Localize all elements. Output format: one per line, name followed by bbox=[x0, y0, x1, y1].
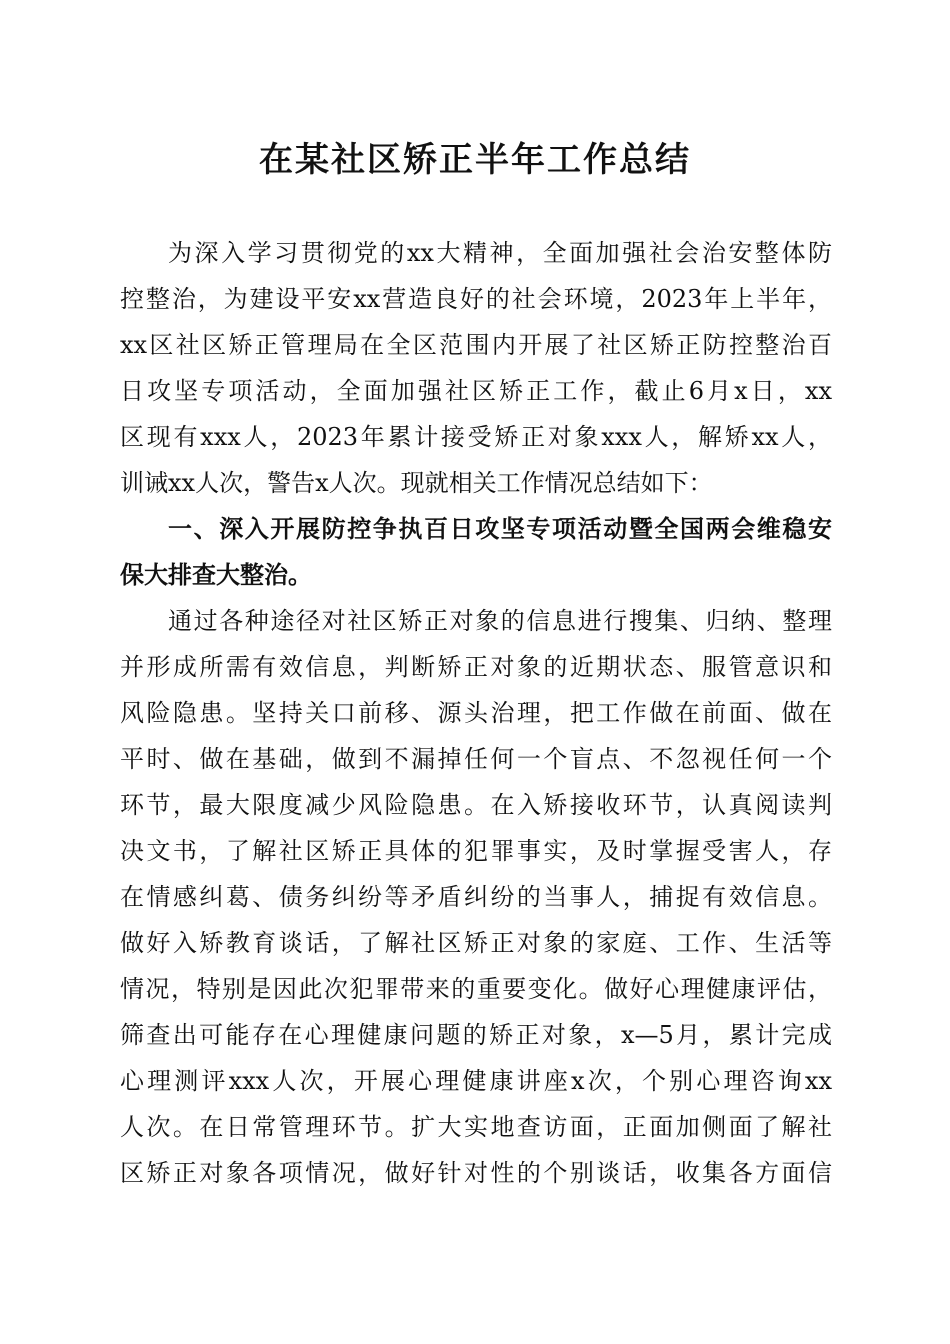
document-title: 在某社区矫正半年工作总结 bbox=[259, 140, 691, 180]
intro-line: 训诫xx人次，警告x人次。现就相关工作情况总结如下： bbox=[120, 469, 713, 497]
body-line: 决文书，了解社区矫正具体的犯罪事实，及时掌握受害人，存 bbox=[120, 837, 832, 865]
body-line: 平时、做在基础，做到不漏掉任何一个盲点、不忽视任何一个 bbox=[120, 745, 832, 773]
body-line: 筛查出可能存在心理健康问题的矫正对象，x—5月，累计完成 bbox=[120, 1021, 832, 1049]
intro-line: 日攻坚专项活动，全面加强社区矫正工作，截止6月x日，xx bbox=[120, 377, 832, 405]
section-heading-line: 保大排查大整治。 bbox=[120, 561, 312, 589]
body-line: 风险隐患。坚持关口前移、源头治理，把工作做在前面、做在 bbox=[120, 699, 832, 727]
intro-line: xx区社区矫正管理局在全区范围内开展了社区矫正防控整治百 bbox=[120, 331, 832, 359]
body-line: 心理测评xxx人次，开展心理健康讲座x次，个别心理咨询xx bbox=[120, 1067, 832, 1095]
body-line: 区矫正对象各项情况，做好针对性的个别谈话，收集各方面信 bbox=[120, 1159, 832, 1187]
body-line: 通过各种途径对社区矫正对象的信息进行搜集、归纳、整理 bbox=[168, 607, 832, 635]
intro-line: 控整治，为建设平安xx营造良好的社会环境，2023年上半年， bbox=[120, 285, 832, 313]
body-line: 情况，特别是因此次犯罪带来的重要变化。做好心理健康评估， bbox=[120, 975, 832, 1003]
intro-line: 区现有xxx人，2023年累计接受矫正对象xxx人，解矫xx人， bbox=[120, 423, 832, 451]
body-line: 做好入矫教育谈话，了解社区矫正对象的家庭、工作、生活等 bbox=[120, 929, 832, 957]
body-line: 环节，最大限度减少风险隐患。在入矫接收环节，认真阅读判 bbox=[120, 791, 832, 819]
body-line: 人次。在日常管理环节。扩大实地查访面，正面加侧面了解社 bbox=[120, 1113, 832, 1141]
intro-line: 为深入学习贯彻党的xx大精神，全面加强社会治安整体防 bbox=[168, 239, 832, 267]
body-line: 在情感纠葛、债务纠纷等矛盾纠纷的当事人，捕捉有效信息。 bbox=[120, 883, 832, 911]
section-heading-line: 一、深入开展防控争执百日攻坚专项活动暨全国两会维稳安 bbox=[168, 515, 832, 543]
body-line: 并形成所需有效信息，判断矫正对象的近期状态、服管意识和 bbox=[120, 653, 832, 681]
